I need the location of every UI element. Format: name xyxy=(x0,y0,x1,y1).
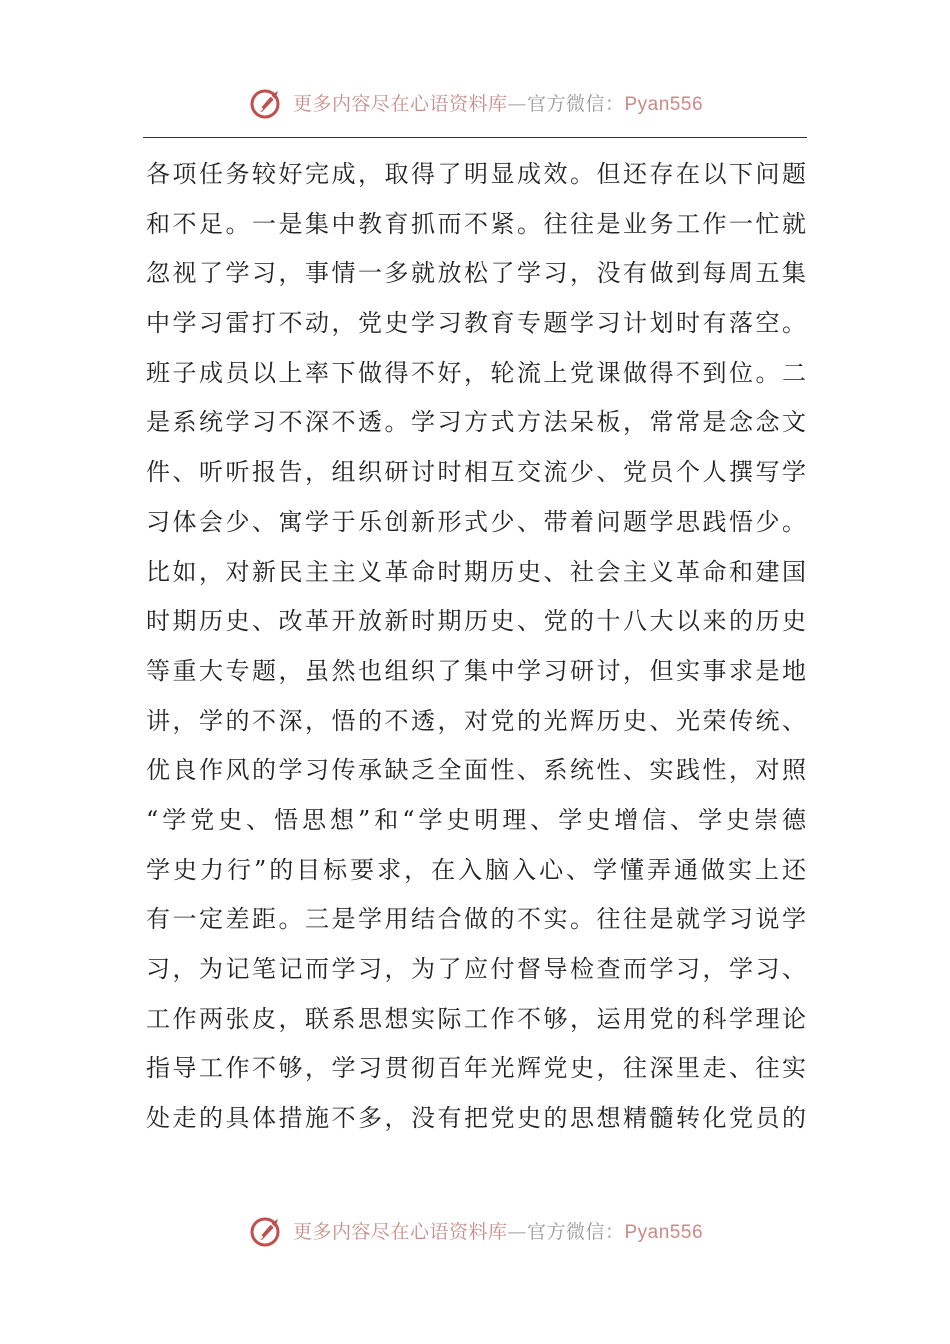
body-line: 有一定差距。三是学用结合做的不实。往往是就学习说学 xyxy=(146,905,806,934)
footer-separator: — xyxy=(507,1220,527,1243)
body-line: 习，为记笔记而学习，为了应付督导检查而学习，学习、 xyxy=(146,955,806,983)
footer-label: 官方微信： xyxy=(526,1220,625,1243)
body-line: 时期历史、改革开放新时期历史、党的十八大以来的历史 xyxy=(146,607,806,636)
body-line: 是系统学习不深不透。学习方式方法呆板，常常是念念文 xyxy=(146,408,806,437)
header-divider xyxy=(143,137,807,138)
body-line: 各项任务较好完成，取得了明显成效。但还存在以下问题 xyxy=(146,160,806,188)
body-line: 处走的具体措施不多，没有把党史的思想精髓转化党员的 xyxy=(146,1104,806,1133)
footer-banner xyxy=(0,1208,950,1252)
fountain-pen-logo-icon xyxy=(247,82,287,122)
body-line: 等重大专题，虽然也组织了集中学习研讨，但实事求是地 xyxy=(146,656,806,685)
header-wechat-id: Pyan556 xyxy=(624,93,704,115)
footer-brand: 更多内容尽在心语资料库 xyxy=(292,1220,508,1243)
body-line: 中学习雷打不动，党史学习教育专题学习计划时有落空。 xyxy=(146,309,806,338)
body-line: 工作两张皮，联系思想实际工作不够，运用党的科学理论 xyxy=(146,1004,806,1033)
body-line: 学史力行”的目标要求，在入脑入心、学懂弄通做实上还 xyxy=(146,855,806,884)
body-line: 忽视了学习，事情一多就放松了学习，没有做到每周五集 xyxy=(146,259,806,288)
header-brand: 更多内容尽在心语资料库 xyxy=(292,92,508,115)
fountain-pen-logo-icon xyxy=(247,1210,287,1250)
body-line: 比如，对新民主主义革命时期历史、社会主义革命和建国 xyxy=(146,557,806,586)
header-banner xyxy=(0,80,950,124)
header-label: 官方微信： xyxy=(526,92,625,115)
body-line: 优良作风的学习传承缺乏全面性、系统性、实践性，对照 xyxy=(146,756,806,785)
body-line: 讲，学的不深，悟的不透，对党的光辉历史、光荣传统、 xyxy=(146,706,806,735)
body-line: 习体会少、寓学于乐创新形式少、带着问题学思践悟少。 xyxy=(146,507,806,536)
body-line: “学党史、悟思想”和“学史明理、学史增信、学史崇德 xyxy=(146,805,806,834)
document-body xyxy=(146,150,806,1144)
body-line: 件、听听报告，组织研讨时相互交流少、党员个人撰写学 xyxy=(146,458,806,487)
body-line: 班子成员以上率下做得不好，轮流上党课做得不到位。二 xyxy=(146,358,806,387)
header-separator: — xyxy=(507,92,527,115)
body-line: 和不足。一是集中教育抓而不紧。往往是业务工作一忙就 xyxy=(146,209,806,238)
footer-wechat-id: Pyan556 xyxy=(624,1221,704,1243)
body-line: 指导工作不够，学习贯彻百年光辉党史，往深里走、往实 xyxy=(146,1054,806,1083)
